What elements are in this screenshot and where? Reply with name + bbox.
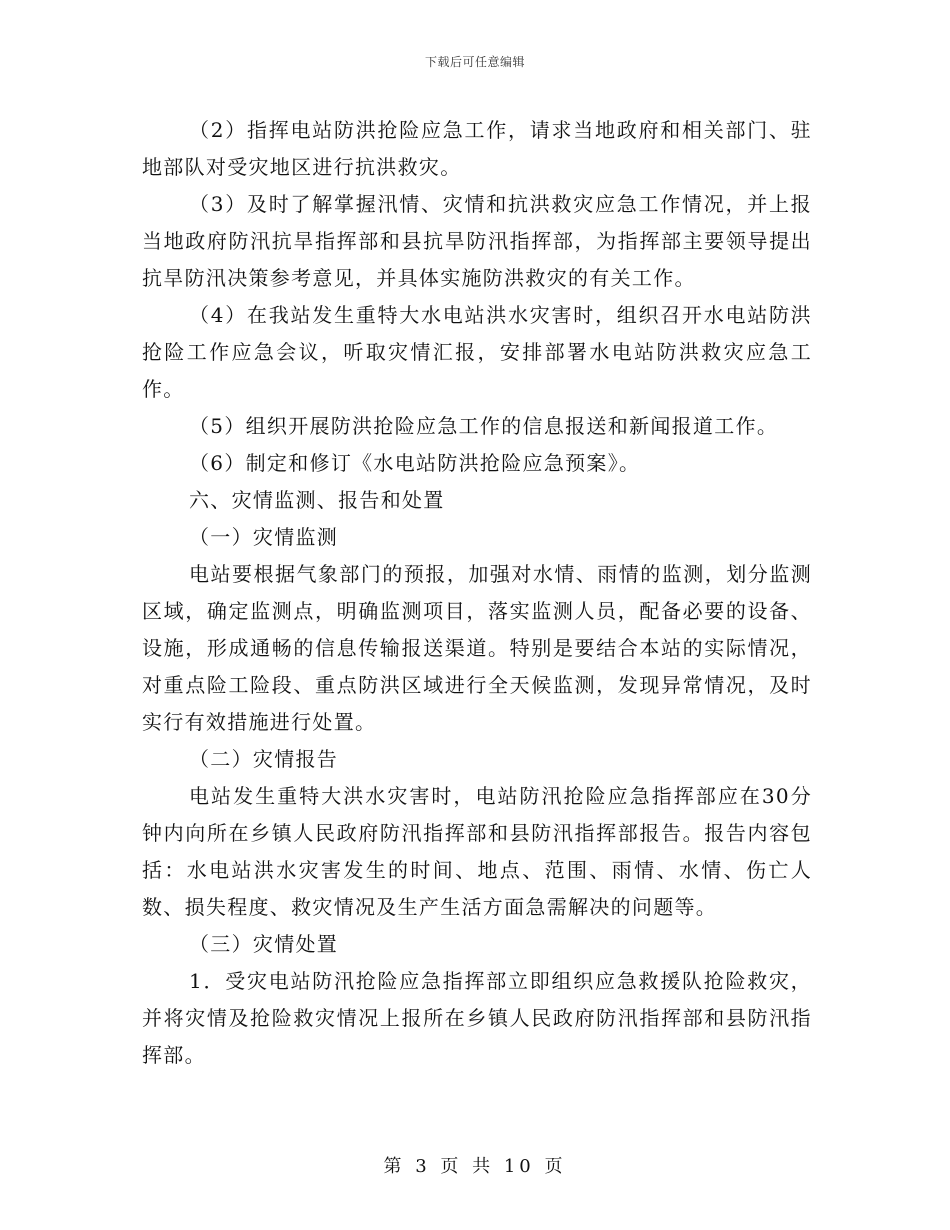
paragraph-4-meeting: （4）在我站发生重特大水电站洪水灾害时，组织召开水电站防洪抢险工作应急会议，听取灾情汇报，安排部署水电站防洪救灾应急工作。 [142,303,812,401]
paragraph-3-report: （3）及时了解掌握汛情、灾情和抗洪救灾应急工作情况，并上报当地政府防汛抗旱指挥部和县抗旱防汛指挥部，为指挥部主要领导提出抗旱防汛决策参考意见，并具体实施防洪救灾的有关工作。 [142,192,812,290]
subheading-reporting: （二）灾情报告 [189,747,339,771]
paragraph-monitoring: 电站要根据气象部门的预报，加强对水情、雨情的监测，划分监测区域，确定监测点，明确监测项目，落实监测人员，配备必要的设备、设施，形成通畅的信息传输报送渠道。特别是要结合本站的实际情况，对重点险工险段、重点防洪区域进行全天候监测，发现异常情况，及时实行有效措施进行处置。 [142,562,812,734]
paragraph-handling-1: 1．受灾电站防汛抢险应急指挥部立即组织应急救援队抢险救灾，并将灾情及抢险救灾情况上报所在乡镇人民政府防汛指挥部和县防汛指挥部。 [142,969,812,1067]
subheading-handling: （三）灾情处置 [189,932,339,956]
paragraph-6-plan: （6）制定和修订《水电站防洪抢险应急预案》。 [189,451,641,475]
page-number: 第 3 页 共 10 页 [383,1156,567,1177]
download-edit-note: 下载后可任意编辑 [424,55,525,69]
document-body [142,112,812,1074]
subheading-monitoring: （一）灾情监测 [189,525,339,549]
paragraph-5-news: （5）组织开展防洪抢险应急工作的信息报送和新闻报道工作。 [189,414,779,438]
paragraph-reporting: 电站发生重特大洪水灾害时，电站防汛抢险应急指挥部应在30分钟内向所在乡镇人民政府防汛指挥部和县防汛指挥部报告。报告内容包括：水电站洪水灾害发生的时间、地点、范围、雨情、水情、伤亡人数、损失程度、救灾情况及生产生活方面急需解决的问题等。 [142,784,812,919]
paragraph-2-command: （2）指挥电站防洪抢险应急工作，请求当地政府和相关部门、驻地部队对受灾地区进行抗洪救灾。 [142,118,812,179]
section-heading-6: 六、灾情监测、报告和处置 [189,488,445,512]
